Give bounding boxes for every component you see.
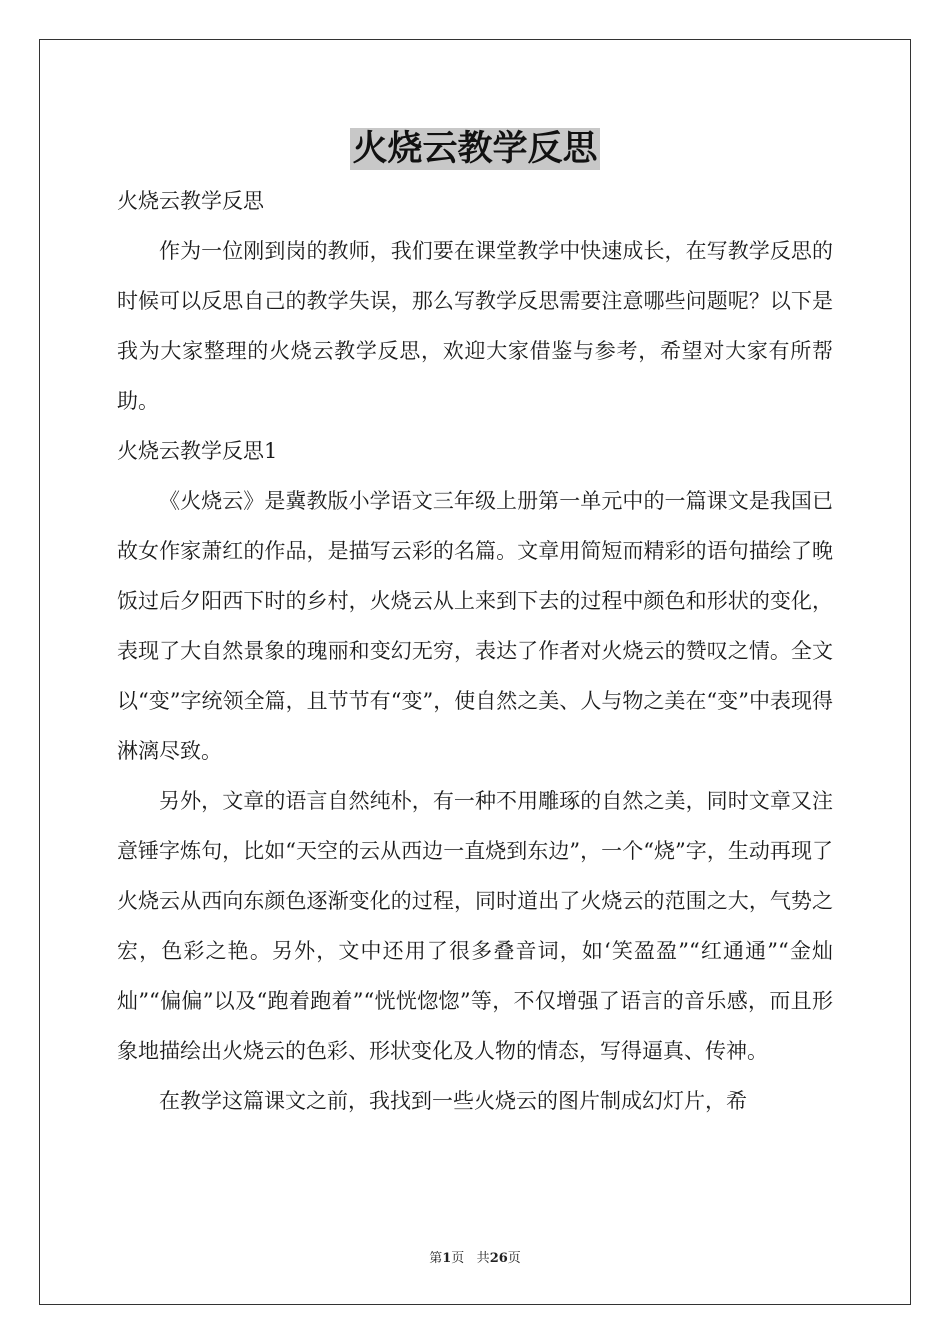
total-pages: 26 [489, 1251, 508, 1266]
document-title: 火烧云教学反思 [352, 129, 598, 169]
paragraph: 另外，文章的语言自然纯朴，有一种不用雕琢的自然之美，同时文章又注意锤字炼句，比如“天空的云从西边一直烧到东边”，一个“烧”字，生动再现了火烧云从西向东颜色逐渐变化的过程，同时道出了火烧云的范围之大，气势之宏，色彩之艳。另外，文中还用了很多叠音词，如‘笑盈盈”“红通通”“金灿灿”“偏偏”以及“跑着跑着”“恍恍惚惚”等，不仅增强了语言的音乐感，而且形象地描绘出火烧云的色彩、形状变化及人物的情态，写得逼真、传神。 [117, 789, 833, 1063]
total-prefix: 共 [476, 1251, 490, 1266]
paragraph: 作为一位刚到岗的教师，我们要在课堂教学中快速成长，在写教学反思的时候可以反思自己的教学失误，那么写教学反思需要注意哪些问题呢？以下是我为大家整理的火烧云教学反思，欢迎大家借鉴与参考，希望对大家有所帮助。 [117, 239, 833, 413]
paragraph: 在教学这篇课文之前，我找到一些火烧云的图片制成幻灯片，希 [159, 1089, 747, 1113]
page-number: 1 [442, 1251, 452, 1266]
title-container [0, 128, 950, 170]
page-suffix: 页 [451, 1251, 465, 1266]
page-prefix: 第 [429, 1251, 443, 1266]
page-footer [0, 1247, 950, 1266]
total-suffix: 页 [507, 1251, 521, 1266]
paragraph: 《火烧云》是冀教版小学语文三年级上册第一单元中的一篇课文是我国已故女作家萧红的作品，是描写云彩的名篇。文章用简短而精彩的语句描绘了晚饭过后夕阳西下时的乡村，火烧云从上来到下去的过程中颜色和形状的变化，表现了大自然景象的瑰丽和变幻无穷，表达了作者对火烧云的赞叹之情。全文以“变”字统领全篇，且节节有“变”，使自然之美、人与物之美在“变”中表现得淋漓尽致。 [117, 489, 833, 763]
document-body [117, 176, 833, 1126]
section-heading: 火烧云教学反思1 [117, 439, 278, 463]
section-heading: 火烧云教学反思 [117, 189, 264, 213]
